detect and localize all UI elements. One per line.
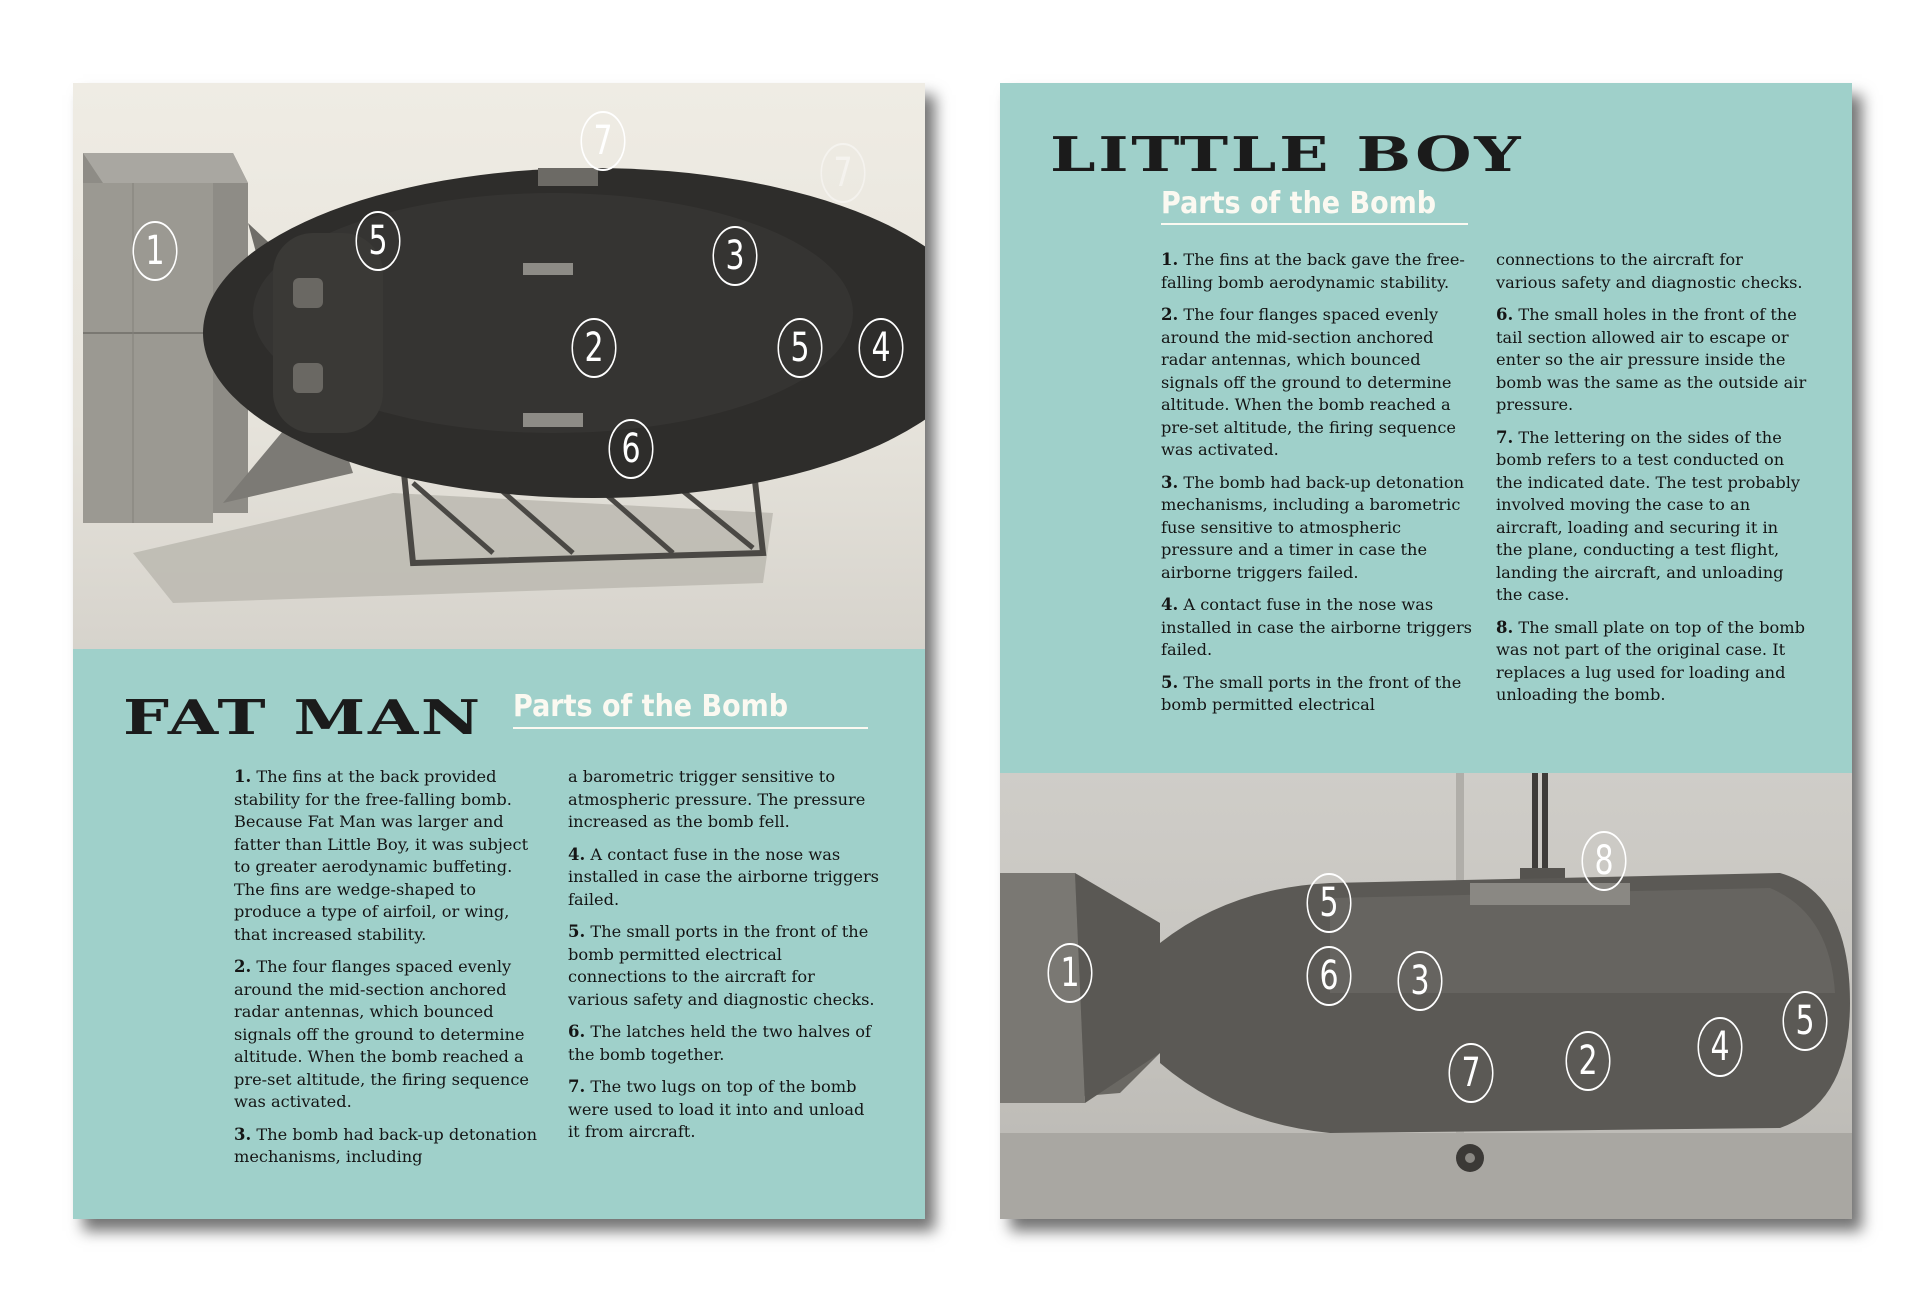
fat-man-title: FAT MAN — [123, 690, 483, 746]
little-boy-title: LITTLE BOY — [1050, 127, 1524, 183]
little-callout-5: 5 — [1307, 873, 1352, 933]
fat-note: 5. The small ports in the front of the bomb permitted electrical connections to the aircraft for various safety and diagnostic checks. — [568, 922, 875, 1009]
fat-callout-5: 5 — [356, 211, 401, 271]
fat-callout-6: 6 — [609, 419, 654, 479]
fat-callout-5-nose: 5 — [778, 318, 823, 378]
fat-note: 7. The two lugs on top of the bomb were used to load it into and unload it from aircraft. — [568, 1077, 865, 1141]
little-boy-panel — [1000, 83, 1852, 1219]
fat-note: 3. The bomb had back-up detonation mechanisms, including — [234, 1124, 538, 1166]
little-note: 3. The bomb had back-up detonation mechanisms, including a barometric fuse sensitive to atmospheric pressure and a timer in case the airborne triggers failed. — [1161, 472, 1465, 582]
fat-callout-1: 1 — [133, 221, 178, 281]
little-callout-1: 1 — [1048, 943, 1093, 1003]
little-note: connections to the aircraft for various safety and diagnostic checks. — [1496, 250, 1803, 292]
little-callout-7: 7 — [1449, 1043, 1494, 1103]
little-note: 7. The lettering on the sides of the bomb refers to a test conducted on the indicated date. The test probably involved moving the case to an aircraft, loading and securing it in the plane, conducting a test flight, landing the aircraft, and unloading the case. — [1496, 427, 1801, 604]
little-boy-column-2 — [1496, 249, 1808, 717]
little-boy-subtitle-rule — [1161, 223, 1468, 225]
little-boy-subtitle: Parts of the Bomb — [1161, 186, 1437, 221]
little-note: 2. The four flanges spaced evenly around the mid-section anchored radar antennas, which bounced signals off the ground to determine altitude. When the bomb reached a pre-set altitude, the firing sequence was activated. — [1161, 305, 1456, 459]
little-note: 8. The small plate on top of the bomb was not part of the original case. It replaces a lug used for loading and unloading the bomb. — [1496, 617, 1805, 704]
little-callout-4: 4 — [1698, 1017, 1743, 1077]
little-boy-column-1 — [1161, 249, 1473, 727]
little-callout-5-nose: 5 — [1783, 991, 1828, 1051]
fat-callout-7: 7 — [581, 111, 626, 171]
little-note: 1. The fins at the back gave the free-falling bomb aerodynamic stability. — [1161, 250, 1465, 292]
little-note: 4. A contact fuse in the nose was installed in case the airborne triggers failed. — [1161, 595, 1472, 659]
fat-man-subtitle: Parts of the Bomb — [513, 689, 789, 724]
fat-man-photo — [73, 83, 925, 649]
fat-callout-3: 3 — [713, 226, 758, 286]
fat-note: 1. The fins at the back provided stability for the free-falling bomb. Because Fat Man was larger and fatter than Little Boy, it was subject to greater aerodynamic buffeting. The fins are wedge-shaped to produce a type of airfoil, or wing, that increased stability. — [234, 767, 529, 944]
fat-man-column-1 — [234, 766, 546, 1179]
little-callout-2: 2 — [1566, 1031, 1611, 1091]
fat-callout-4: 4 — [859, 318, 904, 378]
fat-man-panel — [73, 83, 925, 1219]
little-note: 5. The small ports in the front of the bomb permitted electrical — [1161, 672, 1462, 714]
fat-man-column-2 — [568, 766, 880, 1154]
little-callout-8: 8 — [1582, 831, 1627, 891]
fat-callout-7-faded: 7 — [821, 143, 866, 203]
little-callout-6: 6 — [1307, 946, 1352, 1006]
little-callout-3: 3 — [1398, 951, 1443, 1011]
fat-note: 6. The latches held the two halves of the bomb together. — [568, 1022, 871, 1064]
fat-man-subtitle-rule — [513, 727, 868, 729]
fat-note: a barometric trigger sensitive to atmospheric pressure. The pressure increased as the bomb fell. — [568, 767, 866, 831]
fat-note: 4. A contact fuse in the nose was installed in case the airborne triggers failed. — [568, 844, 879, 909]
little-note: 6. The small holes in the front of the tail section allowed air to escape or enter so the air pressure inside the bomb was the same as the outside air pressure. — [1496, 305, 1807, 414]
fat-note: 2. The four flanges spaced evenly around the mid-section anchored radar antennas, which bounced signals off the ground to determine altitude. When the bomb reached a pre-set altitude, the firing sequence was activated. — [234, 957, 529, 1111]
fat-callout-2: 2 — [572, 318, 617, 378]
little-boy-photo — [1000, 773, 1852, 1219]
